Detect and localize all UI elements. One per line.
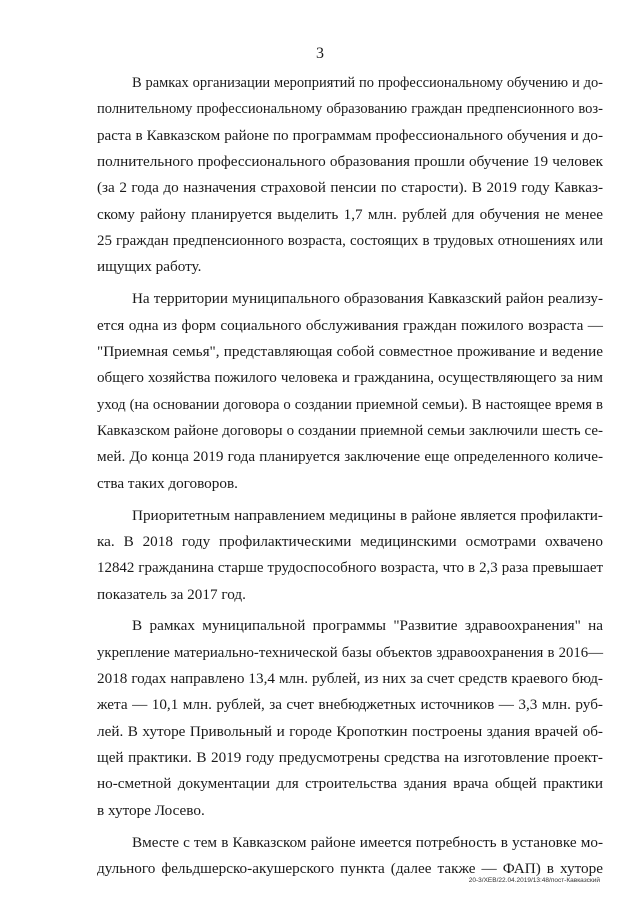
text-line: На территории муниципального образования Кавказский район реализу- [132, 291, 603, 308]
text-line: скому району планируется выделить 1,7 млн. рублей для обучения не менее [97, 205, 603, 223]
text-line: в хуторе Лосево. [97, 801, 205, 819]
text-line: мей. До конца 2019 года планируется заключение еще определенного количе- [97, 448, 603, 466]
paragraph [97, 70, 603, 281]
text-line: полнительного профессионального образования прошли обучение 19 человек [97, 153, 603, 171]
text-line: ства таких договоров. [97, 474, 238, 492]
text-line: 2018 годах направлено 13,4 млн. рублей, из них за счет средств краевого бюд- [97, 670, 603, 688]
text-line: В рамках муниципальной программы "Развитие здравоохранения" на [132, 617, 603, 635]
text-line: лей. В хуторе Привольный и городе Кропоткин построены здания врачей об- [97, 722, 603, 740]
text-line: Приоритетным направлением медицины в районе является профилакти- [132, 506, 603, 524]
text-line: Кавказском районе договоры о создании приемной семьи заключили шесть се- [97, 422, 603, 439]
text-line: ется одна из форм социального обслуживания граждан пожилого возраста — [97, 316, 603, 334]
text-line: полнительному профессиональному образованию граждан предпенсионного воз- [97, 101, 603, 118]
text-line: "Приемная семья", представляющая собой совместное проживание и ведение [97, 342, 603, 360]
text-line: укрепление материально-технической базы объектов здравоохранения в 2016— [97, 644, 603, 661]
text-line: 25 граждан предпенсионного возраста, состоящих в трудовых отношениях или [97, 233, 603, 250]
text-line: уход (на основании договора о создании приемной семьи). В настоящее время в [97, 396, 603, 413]
text-line: раста в Кавказском районе по программам профессионального обучения и до- [97, 127, 603, 144]
text-line: показатель за 2017 год. [97, 585, 246, 603]
text-line: В рамках организации мероприятий по профессиональному обучению и до- [132, 75, 603, 91]
paragraph [97, 830, 603, 883]
text-line: жета — 10,1 млн. рублей, за счет внебюджетных источников — 3,3 млн. руб- [97, 696, 603, 714]
text-line: дульного фельдшерско-акушерского пункта (далее также — ФАП) в хуторе [97, 859, 603, 877]
page-number: 3 [316, 45, 324, 62]
text-line: 12842 гражданина старше трудоспособного возраста, что в 2,3 раза превышает [97, 560, 603, 577]
paragraph [97, 503, 603, 608]
text-line: общего хозяйства пожилого человека и гражданина, осуществляющего за ним [97, 370, 603, 387]
text-line: щей практики. В 2019 году предусмотрены средства на изготовление проект- [97, 749, 603, 767]
paragraph [97, 286, 603, 497]
document-stamp: 20-3/ХЕВ/22.04.2019/13:48/пост-Кавказский [468, 877, 600, 884]
text-line: ка. В 2018 году профилактическими медицинскими осмотрами охвачено [97, 532, 603, 550]
text-line: (за 2 года до назначения страховой пенсии по старости). В 2019 году Кавказ- [97, 179, 603, 197]
document-body [97, 70, 603, 882]
text-line: но-сметной документации для строительства здания врача общей практики [97, 775, 603, 793]
paragraph [97, 613, 603, 824]
text-line: ищущих работу. [97, 258, 202, 276]
text-line: Вместе с тем в Кавказском районе имеется потребность в установке мо- [132, 833, 603, 851]
